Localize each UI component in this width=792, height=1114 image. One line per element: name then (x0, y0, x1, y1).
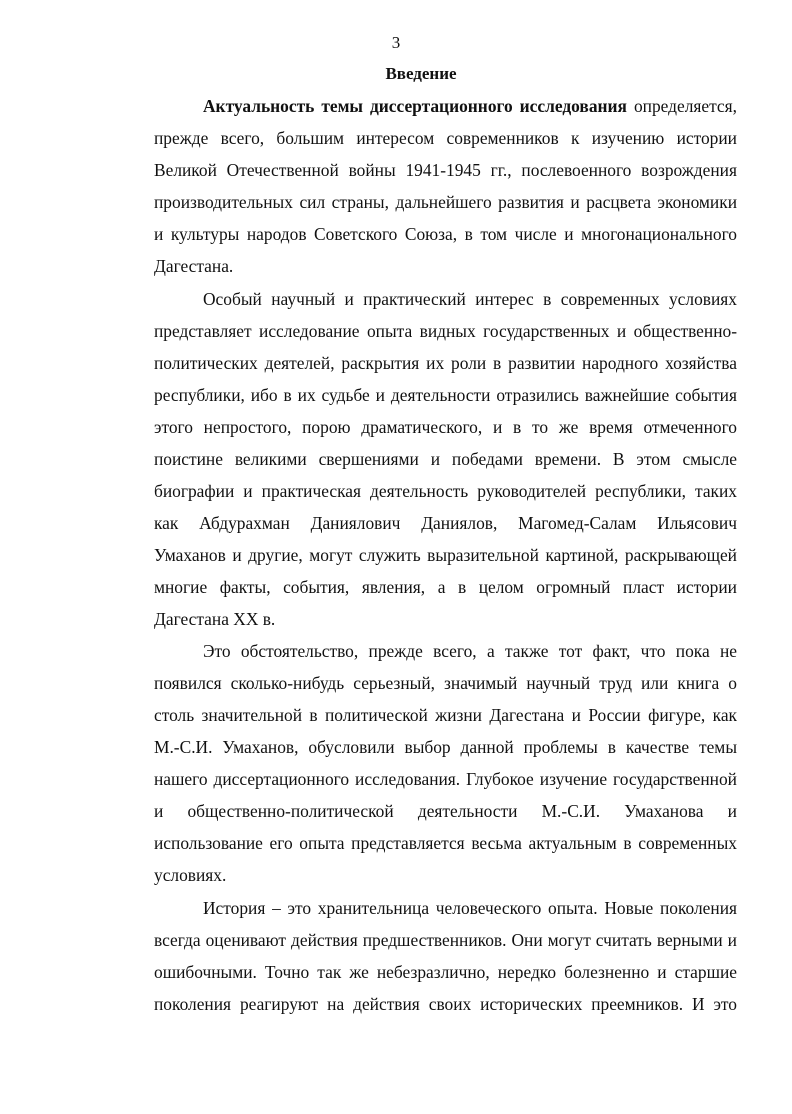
paragraph-line: Особый научный и практический интерес в современных условиях (203, 289, 737, 309)
paragraph-line: Умаханов и другие, могут служить выразительной картиной, раскрывающей (154, 545, 737, 565)
paragraph-line: и общественно-политической деятельности М.-С.И. Умаханова и (154, 801, 737, 821)
paragraph-line: История – это хранительница человеческого опыта. Новые поколения (203, 898, 737, 918)
paragraph-line: как Абдурахман Даниялович Даниялов, Магомед-Салам Ильясович (154, 513, 737, 533)
paragraph-line: многие факты, события, явления, а в целом огромный пласт истории (154, 577, 737, 597)
paragraph-interest (105, 283, 737, 635)
paragraph-line: всегда оценивают действия предшественников. Они могут считать верными и (154, 930, 737, 950)
paragraph-line: поистине великими свершениями и победами времени. В этом смысле (154, 449, 737, 469)
paragraph-line: использование его опыта представляется весьма актуальным в современных (154, 833, 737, 853)
paragraph-line: прежде всего, большим интересом современников к изучению истории (154, 128, 737, 148)
paragraph-line: ошибочными. Точно так же небезразлично, нередко болезненно и старшие (154, 962, 737, 982)
paragraph-line: биографии и практическая деятельность руководителей республики, таких (154, 481, 737, 501)
paragraph-line: Дагестана. (154, 256, 234, 276)
paragraph-line: поколения реагируют на действия своих исторических преемников. И это (154, 994, 737, 1014)
paragraph-line: Великой Отечественной войны 1941-1945 гг., послевоенного возрождения (154, 160, 737, 180)
paragraph-line: производительных сил страны, дальнейшего развития и расцвета экономики (154, 192, 737, 212)
bold-phrase: Актуальность темы диссертационного исследования (203, 96, 627, 116)
paragraph-line: Дагестана XX в. (154, 609, 276, 629)
paragraph-line: этого непростого, порою драматического, и в то же время отмеченного (154, 417, 737, 437)
paragraph-relevance (105, 90, 737, 282)
paragraph-history (105, 892, 737, 1020)
paragraph-line: политических деятелей, раскрытия их роли в развитии народного хозяйства (154, 353, 737, 373)
paragraph-line: нашего диссертационного исследования. Глубокое изучение государственной (154, 769, 737, 789)
paragraph-line: и культуры народов Советского Союза, в том числе и многонационального (154, 224, 737, 244)
paragraph-line: появился сколько-нибудь серьезный, значимый научный труд или книга о (154, 673, 737, 693)
page-number: 3 (391, 33, 401, 52)
paragraph-circumstance (105, 635, 737, 891)
paragraph-line: представляет исследование опыта видных государственных и общественно- (154, 321, 737, 341)
section-heading: Введение (385, 64, 457, 83)
paragraph-line (105, 90, 737, 122)
paragraph-line: столь значительной в политической жизни Дагестана и России фигуре, как (154, 705, 737, 725)
paragraph-line: республики, ибо в их судьбе и деятельности отразились важнейшие события (154, 385, 737, 405)
line-text: определяется, (626, 96, 737, 116)
paragraph-line: условиях. (154, 865, 227, 885)
paragraph-line: М.-С.И. Умаханов, обусловили выбор данной проблемы в качестве темы (154, 737, 737, 757)
paragraph-line: Это обстоятельство, прежде всего, а также тот факт, что пока не (203, 641, 737, 661)
